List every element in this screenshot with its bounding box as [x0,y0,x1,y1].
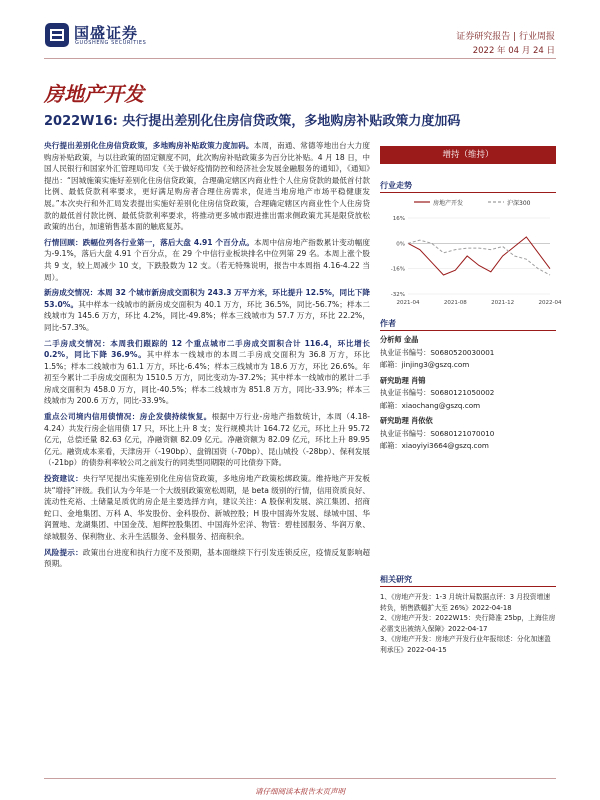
y-tick-label: -32% [390,292,405,298]
y-tick-label: -16% [390,266,405,273]
legend-label-sector: 房地产开发 [433,200,464,207]
y-tick-label: 16% [392,216,405,222]
author-block [380,334,556,453]
sector-title: 房地产开发 [44,82,144,106]
author-3: 研究助理 肖依依 执业证书编号：S0680121070010 邮箱：xiaoyiyi3664@gszq.com [380,416,495,450]
trend-chart [380,194,562,312]
author-email[interactable]: jinjing3@gszq.com [401,360,470,369]
related-item[interactable]: 1、《房地产开发：1-3 月统计局数据点评：3 月投资增速转负，销售跌幅扩大至 26%》2022-04-18 [380,593,551,612]
author-email[interactable]: xiaochang@gszq.com [401,400,481,410]
footer-divider [44,778,556,779]
logo-text-cn: 国盛证券 [74,24,139,42]
logo-icon [44,22,70,48]
related-rule [380,586,556,587]
report-type: 证券研究报告 | 行业周报 [456,32,555,42]
related-item[interactable]: 2、《房地产开发：2022W15：央行降准 25bp，上海住房必需支出被纳入保障》2022-04-17 [380,614,556,633]
paragraph: 新房成交情况：本周 32 个城市新房成交面积为 243.3 万平方米，环比提升 12.5%，同比下降 53.0%。其中样本一线城市的新房成交面积为 40.1 万方，环比 36.5%，同比-56.7%；样本二线城市为 145.6 万方，环比 4.2%，同比-49.8%；样本三线城市为 57.7 万方，环比 22.2%，同比-57.3%。 [44,288,370,332]
authors-title: 作者 [380,319,396,328]
paragraph: 行情回顾：跌幅位列各行业第一，落后大盘 4.91 个百分点。本周中信房地产指数累计变动幅度为-9.1%，落后大盘 4.91 个百分点，在 29 个中信行业板块排名中位列第 29 名。本周上涨个股共 9 支，较上周减少 10 支，下跌股数为 12 支。（若无特殊说明，报告中本周指 4.16-4.22 当周）。 [44,237,371,282]
series-line-index [408,240,550,275]
authors-rule [380,330,556,331]
legend-label-index: 沪深300 [507,200,531,207]
rating-badge: 增持（维持） [380,146,556,164]
paragraph: 央行提出差别化住房信贷政策，多地购房补贴政策力度加码。本周，南通、常德等地出台大力度购房补贴政策，与以往政策的固定额度不同，此次购房补贴政策多为百分比补贴。4 月 18 日，中国人民银行和国家外汇管理局印发《关于做好疫情防控和经济社会发展金融服务的通知》，《通知》提出：“因城施策实施好差别化住房信贷政策，合理确定辖区内商业性个人住房贷款的最低首付款比例、最低贷款利率要求，更好满足购房者合理住房需求，促进当地房地产市场平稳健康发展。”本次央行和外汇局发表提出实施好差别化住房信贷政策，合理确定辖区内商业性个人住房贷款的最低首付款比例、最低贷款利率要求，将推动更多城市跟进推出需求侧政策尤其是限贷放松政策的出台，加速销售基本面的触底复苏。 [44,141,371,232]
author-1: 分析师 金晶 执业证书编号：S0680520030001 邮箱：jinjing3@gszq.com [380,335,495,369]
x-tick-label: 2021-08 [443,300,467,306]
y-tick-label: 0% [396,241,405,248]
author-2: 研究助理 肖锦 执业证书编号：S0680121050002 邮箱：xiaochang@gszq.com [380,375,495,410]
trend-title: 行业走势 [380,181,412,190]
logo-text-en: GUOSHENG SECURITIES [75,40,147,46]
related-title: 相关研究 [380,575,412,584]
report-body [44,140,370,574]
header-divider [44,58,556,59]
related-list [380,592,556,655]
trend-rule [380,192,556,193]
author-email[interactable]: xiaoyiyi3664@gszq.com [401,441,489,450]
x-tick-label: 2021-04 [396,300,420,306]
paragraph: 重点公司境内信用债情况：房企发债持续恢复。根据中万行业-房地产指数统计，本周（4.18-4.24）共发行房企信用债 17 只，环比上升 8 支；发行规模共计 164.72 亿元，环比上升 95.72 亿元，总偿还量 82.63 亿元，净融资额 82.09 亿元。净融资额为 82.09 亿元，环比上升 89.95 亿元。融资成本来看，天津房开（-190bp）、盘锦国资（-70bp）、昆山城投（-28bp）、保利发展（-21bp）的债券利率较公司之前发行的同类型同期限的可比债券下降。 [44,412,371,468]
footer-disclaimer: 请仔细阅读本报告末页声明 [255,787,345,796]
x-tick-label: 2022-04 [538,300,562,306]
related-item[interactable]: 3、《房地产开发：房地产开发行业年报综述：分化加速盈利承压》2022-04-15 [380,635,551,654]
company-logo [44,22,162,50]
paragraph: 风险提示：政策出台进度和执行力度不及预期，基本面继续下行引发连锁反应，疫情反复影响超预期。 [44,547,371,569]
report-headline: 2022W16: 央行提出差别化住房信贷政策，多地购房补贴政策力度加码 [44,114,461,129]
paragraph: 二手房成交情况：本周我们跟踪的 12 个重点城市二手房成交面积合计 116.4，环比增长 0.2%，同比下降 36.9%。其中样本一线城市的本周二手房成交面积为 36.8 万方，环比 1.5%；样本二线城市为 61.1 万方，环比-6.4%；样本三线城市为 18.6 万方，环比 26.6%。年初至今累计二手房成交面积为 1510.5 万方，同比变动为-37.2%；其中样本一线城市的累计二手房成交面积为 458.0 万方，同比-40.5%；样本二线城市为 851.8 万方，同比-33.9%；样本三线城市为 200.6 万方，同比-33.9%。 [44,338,370,406]
x-tick-label: 2021-12 [491,300,515,306]
report-date: 2022 年 04 月 24 日 [472,46,555,56]
paragraph: 投资建议：央行罕见提出实施差别化住房信贷政策，多地房地产政策松绑政策。维持地产开发板块“增持”评级。我们认为今年是一个大级别政策宽松周期，是 beta 级别的行情，信用资质良好、流动性充裕、土储量足质优的房企是主要选择方向，建议关注：A 股保利发展、滨江集团、招商蛇口、金地集团、万科 A、华发股份、金科股份、新城控股；H 股中国海外发展、绿城中国、华润置地、龙湖集团、中国金茂、旭辉控股集团、中国海外宏洋、物管：碧桂园服务、华润万象、绿城服务、保利物业、永升生活服务、金科服务、招商积余。 [44,474,371,541]
